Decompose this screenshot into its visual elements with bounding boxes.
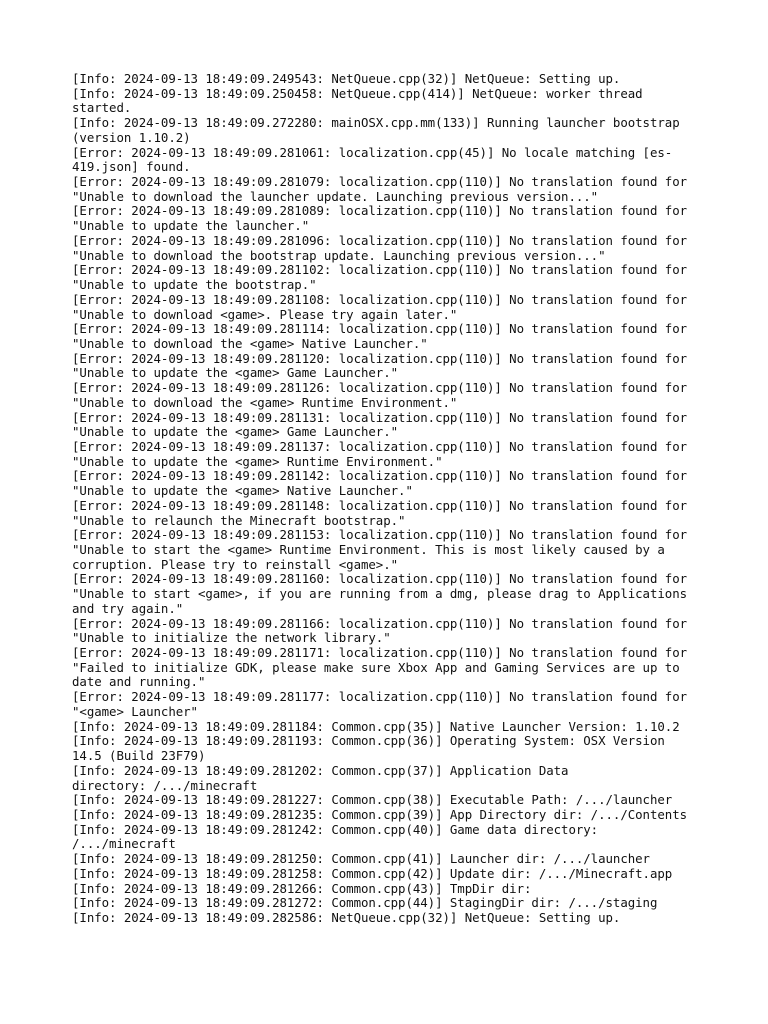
log-entry: [Info: 2024-09-13 18:49:09.281227: Common.cpp(38)] Executable Path: /.../launcher bbox=[72, 792, 673, 808]
log-entry: [Error: 2024-09-13 18:49:09.281089: localization.cpp(110)] No translation found for "Unable to update the launcher." bbox=[72, 203, 688, 234]
log-entry: [Error: 2024-09-13 18:49:09.281131: localization.cpp(110)] No translation found for "Unable to update the <game> Game Launcher." bbox=[72, 409, 688, 440]
log-entry: [Error: 2024-09-13 18:49:09.281079: localization.cpp(110)] No translation found for "Unable to download the launcher update. Launching previous version..." bbox=[72, 174, 688, 204]
log-entry: [Error: 2024-09-13 18:49:09.281142: localization.cpp(110)] No translation found for "Unable to update the <game> Native Launcher." bbox=[72, 468, 688, 499]
log-entry: [Error: 2024-09-13 18:49:09.281160: localization.cpp(110)] No translation found for "Unable to start <game>, if you are running from a dmg, please drag to Applications and try again." bbox=[72, 571, 688, 616]
log-entry: [Info: 2024-09-13 18:49:09.281235: Common.cpp(39)] App Directory dir: /.../Contents bbox=[72, 806, 688, 822]
log-entry: [Error: 2024-09-13 18:49:09.281108: localization.cpp(110)] No translation found for "Unable to download <game>. Please try again later." bbox=[72, 291, 688, 322]
log-entry: [Info: 2024-09-13 18:49:09.250458: NetQueue.cpp(414)] NetQueue: worker thread started. bbox=[72, 85, 643, 116]
log-entry: [Error: 2024-09-13 18:49:09.281137: localization.cpp(110)] No translation found for "Unable to update the <game> Runtime Environment." bbox=[72, 438, 688, 469]
log-entry: [Info: 2024-09-13 18:49:09.281184: Common.cpp(35)] Native Launcher Version: 1.10.2 bbox=[72, 718, 680, 734]
log-entry: [Error: 2024-09-13 18:49:09.281153: localization.cpp(110)] No translation found for "Unable to start the <game> Runtime Environment. This is most likely caused by a corruption. Please try to reinstall <game>." bbox=[72, 527, 688, 572]
log-entry: [Info: 2024-09-13 18:49:09.281272: Common.cpp(44)] StagingDir dir: /.../staging bbox=[72, 895, 658, 911]
log-entry: [Info: 2024-09-13 18:49:09.281266: Common.cpp(43)] TmpDir dir: bbox=[72, 880, 532, 896]
log-entry: [Error: 2024-09-13 18:49:09.281148: localization.cpp(110)] No translation found for "Unable to relaunch the Minecraft bootstrap." bbox=[72, 497, 688, 528]
log-entry: [Error: 2024-09-13 18:49:09.281096: localization.cpp(110)] No translation found for "Unable to download the bootstrap update. Launching previous version..." bbox=[72, 232, 688, 263]
log-entry: [Error: 2024-09-13 18:49:09.281166: localization.cpp(110)] No translation found for "Unable to initialize the network library." bbox=[72, 615, 688, 646]
log-entry: [Error: 2024-09-13 18:49:09.281102: localization.cpp(110)] No translation found for "Unable to update the bootstrap." bbox=[72, 262, 688, 293]
log-entry: [Info: 2024-09-13 18:49:09.281250: Common.cpp(41)] Launcher dir: /.../launcher bbox=[72, 851, 650, 867]
log-entry: [Error: 2024-09-13 18:49:09.281061: localization.cpp(45)] No locale matching [es- 419.json] found. bbox=[72, 144, 673, 175]
log-entry: [Info: 2024-09-13 18:49:09.281202: Common.cpp(37)] Application Data directory: /.../minecraft bbox=[72, 762, 569, 793]
log-entry: [Info: 2024-09-13 18:49:09.281242: Common.cpp(40)] Game data directory: /.../minecraft bbox=[72, 821, 599, 852]
log-entry: [Error: 2024-09-13 18:49:09.281114: localization.cpp(110)] No translation found for "Unable to download the <game> Native Launcher." bbox=[72, 321, 688, 351]
log-entry: [Info: 2024-09-13 18:49:09.282586: NetQueue.cpp(32)] NetQueue: Setting up. bbox=[72, 909, 621, 925]
log-entry: [Info: 2024-09-13 18:49:09.281193: Common.cpp(36)] Operating System: OSX Version 14.5 (Build 23F79) bbox=[72, 733, 665, 764]
log-entry: [Info: 2024-09-13 18:49:09.249543: NetQueue.cpp(32)] NetQueue: Setting up. bbox=[72, 71, 621, 86]
log-entry: [Error: 2024-09-13 18:49:09.281120: localization.cpp(110)] No translation found for "Unable to update the <game> Game Launcher." bbox=[72, 350, 688, 381]
log-entry: [Error: 2024-09-13 18:49:09.281177: localization.cpp(110)] No translation found for "<game> Launcher" bbox=[72, 689, 688, 719]
log-entry: [Error: 2024-09-13 18:49:09.281126: localization.cpp(110)] No translation found for "Unable to download the <game> Runtime Environment." bbox=[72, 380, 688, 410]
log-entry: [Error: 2024-09-13 18:49:09.281171: localization.cpp(110)] No translation found for "Failed to initialize GDK, please make sure Xbox App and Gaming Services are up to date and running." bbox=[72, 645, 688, 690]
log-entry: [Info: 2024-09-13 18:49:09.281258: Common.cpp(42)] Update dir: /.../Minecraft.app bbox=[72, 865, 673, 881]
log-entry: [Info: 2024-09-13 18:49:09.272280: mainOSX.cpp.mm(133)] Running launcher bootstrap (version 1.10.2) bbox=[72, 115, 680, 145]
log-document bbox=[72, 72, 712, 926]
